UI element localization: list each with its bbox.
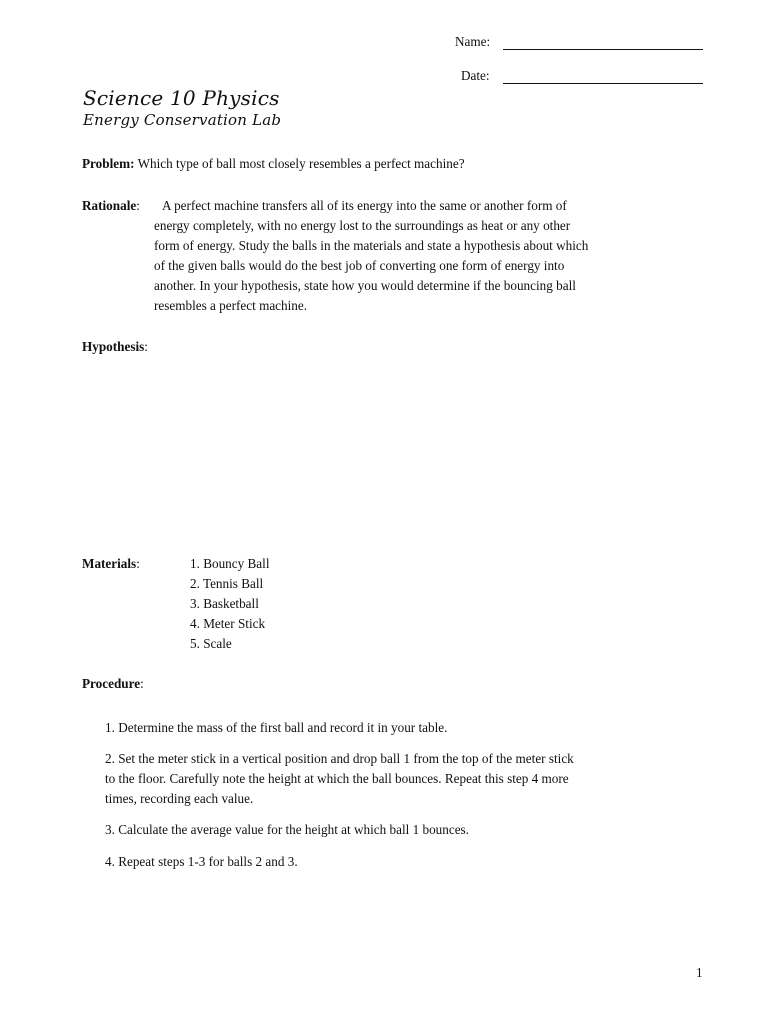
rationale-label: Rationale [82, 198, 137, 213]
materials-label: Materials [82, 556, 137, 571]
rationale-colon: : [136, 198, 140, 213]
rationale-heading [82, 198, 140, 214]
rationale-line-1: A perfect machine transfers all of its energy into the same or another form of [162, 198, 567, 213]
procedure-colon: : [140, 676, 144, 691]
name-input-line[interactable] [503, 34, 703, 50]
page-number: 1 [696, 965, 703, 980]
problem-label: Problem: [82, 156, 135, 171]
materials-item: 1. Bouncy Ball [190, 556, 270, 571]
procedure-step-1: 1. Determine the mass of the first ball and record it in your table. [105, 720, 448, 735]
hypothesis-answer-area[interactable] [82, 362, 702, 532]
procedure-heading [82, 676, 144, 692]
materials-item: 3. Basketball [190, 596, 259, 611]
problem-text: Which type of ball most closely resembles a perfect machine? [137, 156, 465, 171]
date-input-line[interactable] [503, 68, 703, 84]
name-field-row [455, 34, 490, 50]
date-field-row [461, 68, 490, 84]
procedure-step-2-line-2: to the floor. Carefully note the height at which the ball bounces. Repeat this step 4 more [105, 771, 569, 786]
materials-colon: : [136, 556, 140, 571]
rationale-line-3: form of energy. Study the balls in the materials and state a hypothesis about which [154, 238, 589, 253]
procedure-step-2-line-1: 2. Set the meter stick in a vertical position and drop ball 1 from the top of the meter stick [105, 751, 574, 766]
rationale-line-5: another. In your hypothesis, state how you would determine if the bouncing ball [154, 278, 576, 293]
document-subtitle: Energy Conservation Lab [83, 111, 282, 129]
rationale-line-2: energy completely, with no energy lost to the surroundings as heat or any other [154, 218, 571, 233]
hypothesis-label: Hypothesis [82, 339, 145, 354]
problem-section [82, 156, 465, 172]
procedure-step-4: 4. Repeat steps 1-3 for balls 2 and 3. [105, 854, 298, 869]
materials-item: 5. Scale [190, 636, 232, 651]
materials-heading [82, 556, 140, 572]
procedure-label: Procedure [82, 676, 141, 691]
date-label: Date: [461, 68, 490, 83]
hypothesis-heading [82, 339, 148, 355]
document-title: Science 10 Physics [83, 86, 280, 110]
materials-item: 4. Meter Stick [190, 616, 266, 631]
name-label: Name: [455, 34, 491, 49]
procedure-step-3: 3. Calculate the average value for the height at which ball 1 bounces. [105, 822, 469, 837]
rationale-line-6: resembles a perfect machine. [154, 298, 308, 313]
hypothesis-colon: : [144, 339, 148, 354]
procedure-step-2-line-3: times, recording each value. [105, 791, 254, 806]
rationale-line-4: of the given balls would do the best job of converting one form of energy into [154, 258, 565, 273]
materials-item: 2. Tennis Ball [190, 576, 264, 591]
